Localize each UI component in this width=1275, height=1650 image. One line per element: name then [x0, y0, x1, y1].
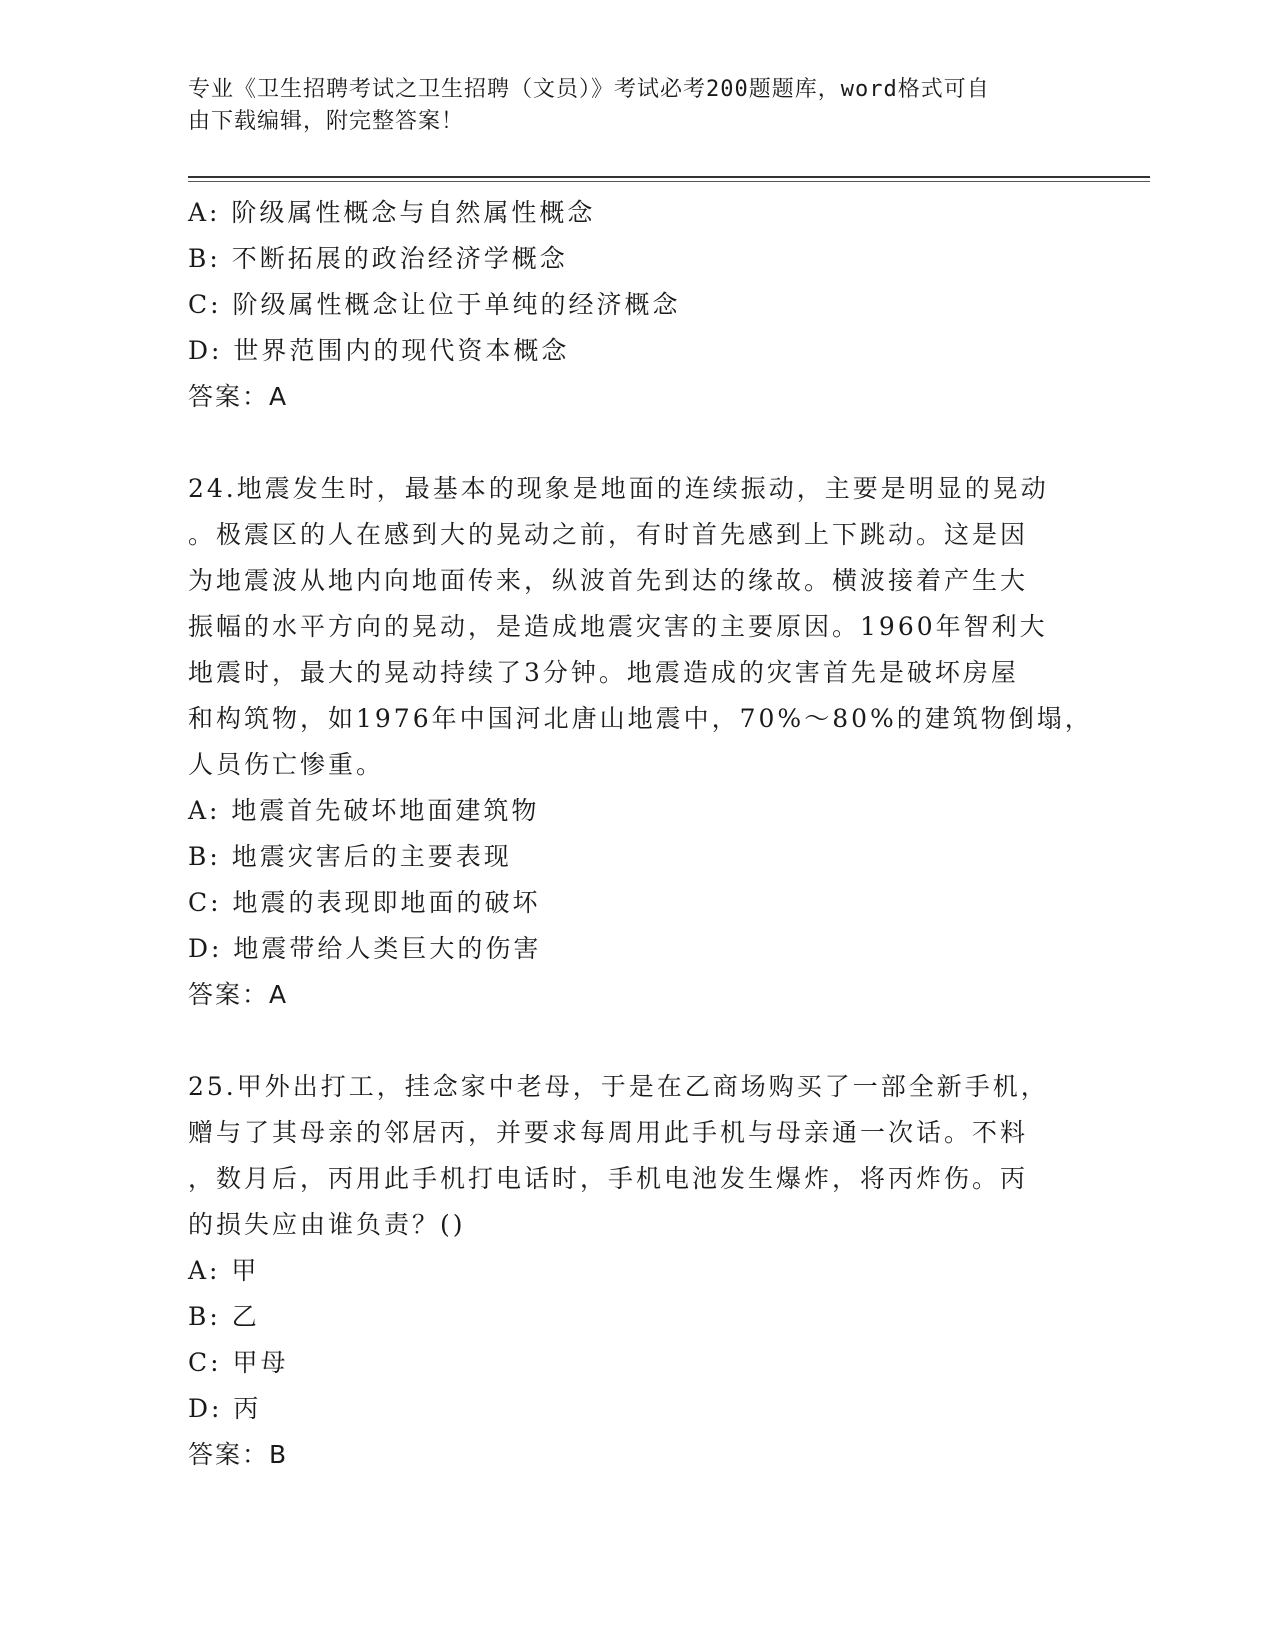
option-a: A: 阶级属性概念与自然属性概念	[188, 198, 596, 227]
question-25	[188, 1064, 1088, 1478]
question-text	[188, 466, 1093, 788]
question-23	[188, 190, 1088, 420]
option-d: D: 地震带给人类巨大的伤害	[188, 934, 542, 963]
option-a: A: 地震首先破坏地面建筑物	[188, 796, 540, 825]
option-a: A: 甲	[188, 1256, 260, 1285]
answer-line: 答案：A	[188, 980, 289, 1009]
option-b: B: 乙	[188, 1302, 260, 1331]
header-line-1: 专业《卫生招聘考试之卫生招聘（文员）》考试必考200题题库，word格式可自	[188, 77, 990, 102]
option-b: B: 不断拓展的政治经济学概念	[188, 244, 568, 273]
answer-line: 答案：B	[188, 1440, 289, 1469]
spacer	[188, 1018, 1088, 1064]
question-text-line: 。极震区的人在感到大的晃动之前，有时首先感到上下跳动。这是因	[188, 520, 1029, 549]
header-line-2: 由下载编辑，附完整答案！	[188, 109, 465, 134]
question-text-line: 为地震波从地内向地面传来，纵波首先到达的缘故。横波接着产生大	[188, 566, 1029, 595]
header-divider-thin	[188, 181, 1150, 182]
question-text-line: 的损失应由谁负责？()	[188, 1210, 466, 1239]
question-text-line: ，数月后，丙用此手机打电话时，手机电池发生爆炸，将丙炸伤。丙	[188, 1164, 1029, 1193]
question-24	[188, 466, 1093, 1018]
option-c: C: 阶级属性概念让位于单纯的经济概念	[188, 290, 681, 319]
question-text-line: 人员伤亡惨重。	[188, 750, 385, 779]
question-text	[188, 1064, 1088, 1248]
question-text-line: 地震时，最大的晃动持续了3分钟。地震造成的灾害首先是破坏房屋	[188, 658, 1019, 687]
header-divider	[188, 176, 1150, 178]
question-text-line: 24.地震发生时，最基本的现象是地面的连续振动，主要是明显的晃动	[188, 474, 1049, 503]
option-d: D: 世界范围内的现代资本概念	[188, 336, 570, 365]
question-text-line: 赠与了其母亲的邻居丙，并要求每周用此手机与母亲通一次话。不料	[188, 1118, 1029, 1147]
question-text-line: 和构筑物，如1976年中国河北唐山地震中，70%～80%的建筑物倒塌，	[188, 704, 1093, 733]
spacer	[188, 420, 1088, 466]
question-text-line: 25.甲外出打工，挂念家中老母，于是在乙商场购买了一部全新手机，	[188, 1072, 1049, 1101]
option-c: C: 甲母	[188, 1348, 289, 1377]
answer-line: 答案：A	[188, 382, 289, 411]
option-c: C: 地震的表现即地面的破坏	[188, 888, 541, 917]
option-d: D: 丙	[188, 1394, 262, 1423]
question-text-line: 振幅的水平方向的晃动，是造成地震灾害的主要原因。1960年智利大	[188, 612, 1048, 641]
document-header	[188, 74, 1068, 138]
question-content	[188, 190, 1093, 1478]
option-b: B: 地震灾害后的主要表现	[188, 842, 512, 871]
